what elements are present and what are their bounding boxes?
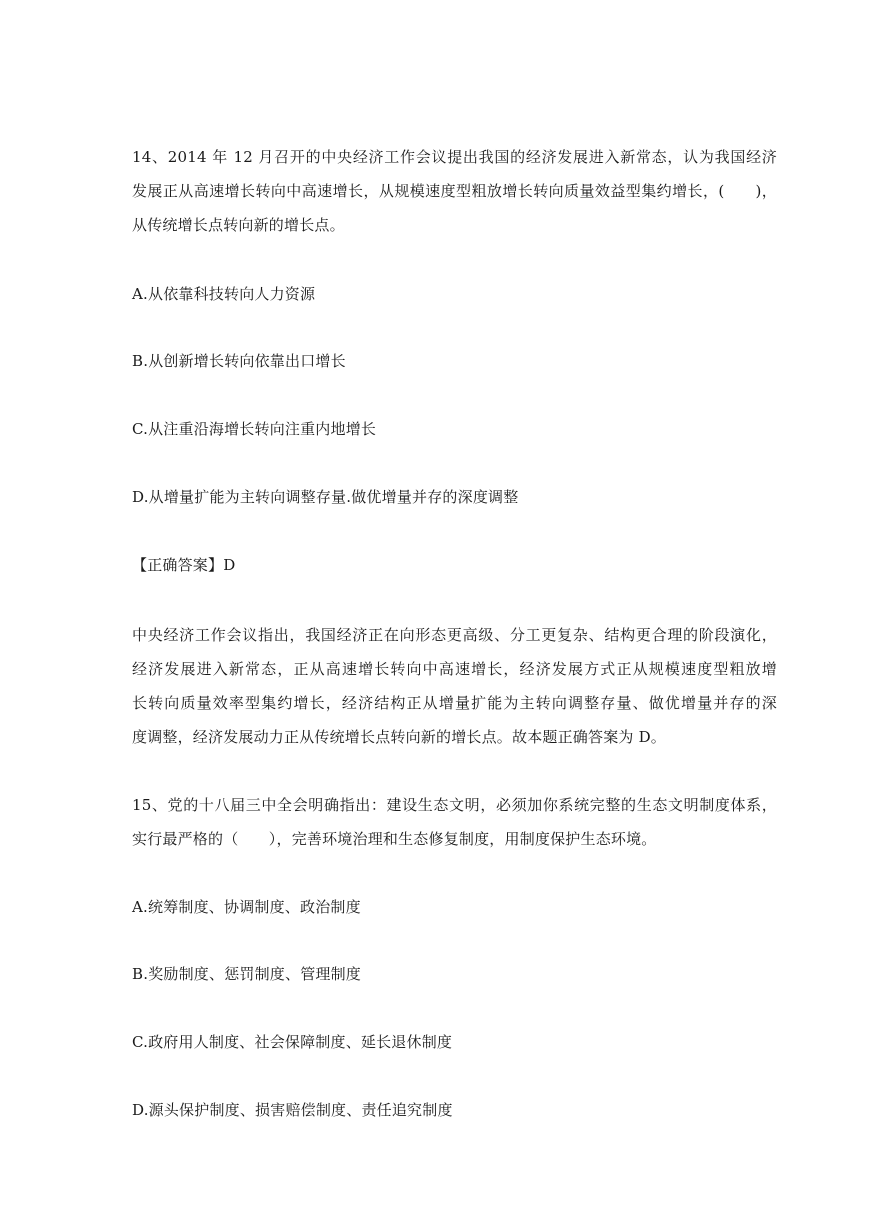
question-14-stem-line: 14、2014 年 12 月召开的中央经济工作会议提出我国的经济发展进入新常态，认为我国经济 xyxy=(132,148,777,166)
question-14-stem-line: 从传统增长点转向新的增长点。 xyxy=(132,216,345,234)
explanation-line: 经济发展进入新常态，正从高速增长转向中高速增长，经济发展方式正从规模速度型粗放增 xyxy=(132,660,777,678)
question-14-option-c: C.从注重沿海增长转向注重内地增长 xyxy=(132,420,377,438)
question-14-option-d: D.从增量扩能为主转向调整存量.做优增量并存的深度调整 xyxy=(132,488,519,506)
question-14-explanation xyxy=(132,618,777,754)
explanation-line: 度调整，经济发展动力正从传统增长点转向新的增长点。故本题正确答案为 D。 xyxy=(132,728,666,746)
explanation-line: 中央经济工作会议指出，我国经济正在向形态更高级、分工更复杂、结构更合理的阶段演化， xyxy=(132,626,777,644)
question-14-option-a: A.从依靠科技转向人力资源 xyxy=(132,285,316,303)
question-14-option-b: B.从创新增长转向依靠出口增长 xyxy=(132,352,346,370)
question-15-option-c: C.政府用人制度、社会保障制度、延长退休制度 xyxy=(132,1033,453,1051)
question-15-stem-line: 15、党的十八届三中全会明确指出：建设生态文明，必须加你系统完整的生态文明制度体系， xyxy=(132,796,777,814)
explanation-line: 长转向质量效率型集约增长，经济结构正从增量扩能为主转向调整存量、做优增量并存的深 xyxy=(132,694,777,712)
question-15-option-d: D.源头保护制度、损害赔偿制度、责任追究制度 xyxy=(132,1101,453,1119)
question-14-stem-line: 发展正从高速增长转向中高速增长，从规模速度型粗放增长转向质量效益型集约增长，( )， xyxy=(132,182,777,200)
question-15-option-b: B.奖励制度、惩罚制度、管理制度 xyxy=(132,965,361,983)
question-14-stem xyxy=(132,140,777,242)
question-15-stem xyxy=(132,788,777,856)
question-14-answer: 【正确答案】D xyxy=(132,556,236,574)
question-15-stem-line: 实行最严格的（ ），完善环境治理和生态修复制度，用制度保护生态环境。 xyxy=(132,830,657,848)
question-15-option-a: A.统筹制度、协调制度、政治制度 xyxy=(132,898,361,916)
